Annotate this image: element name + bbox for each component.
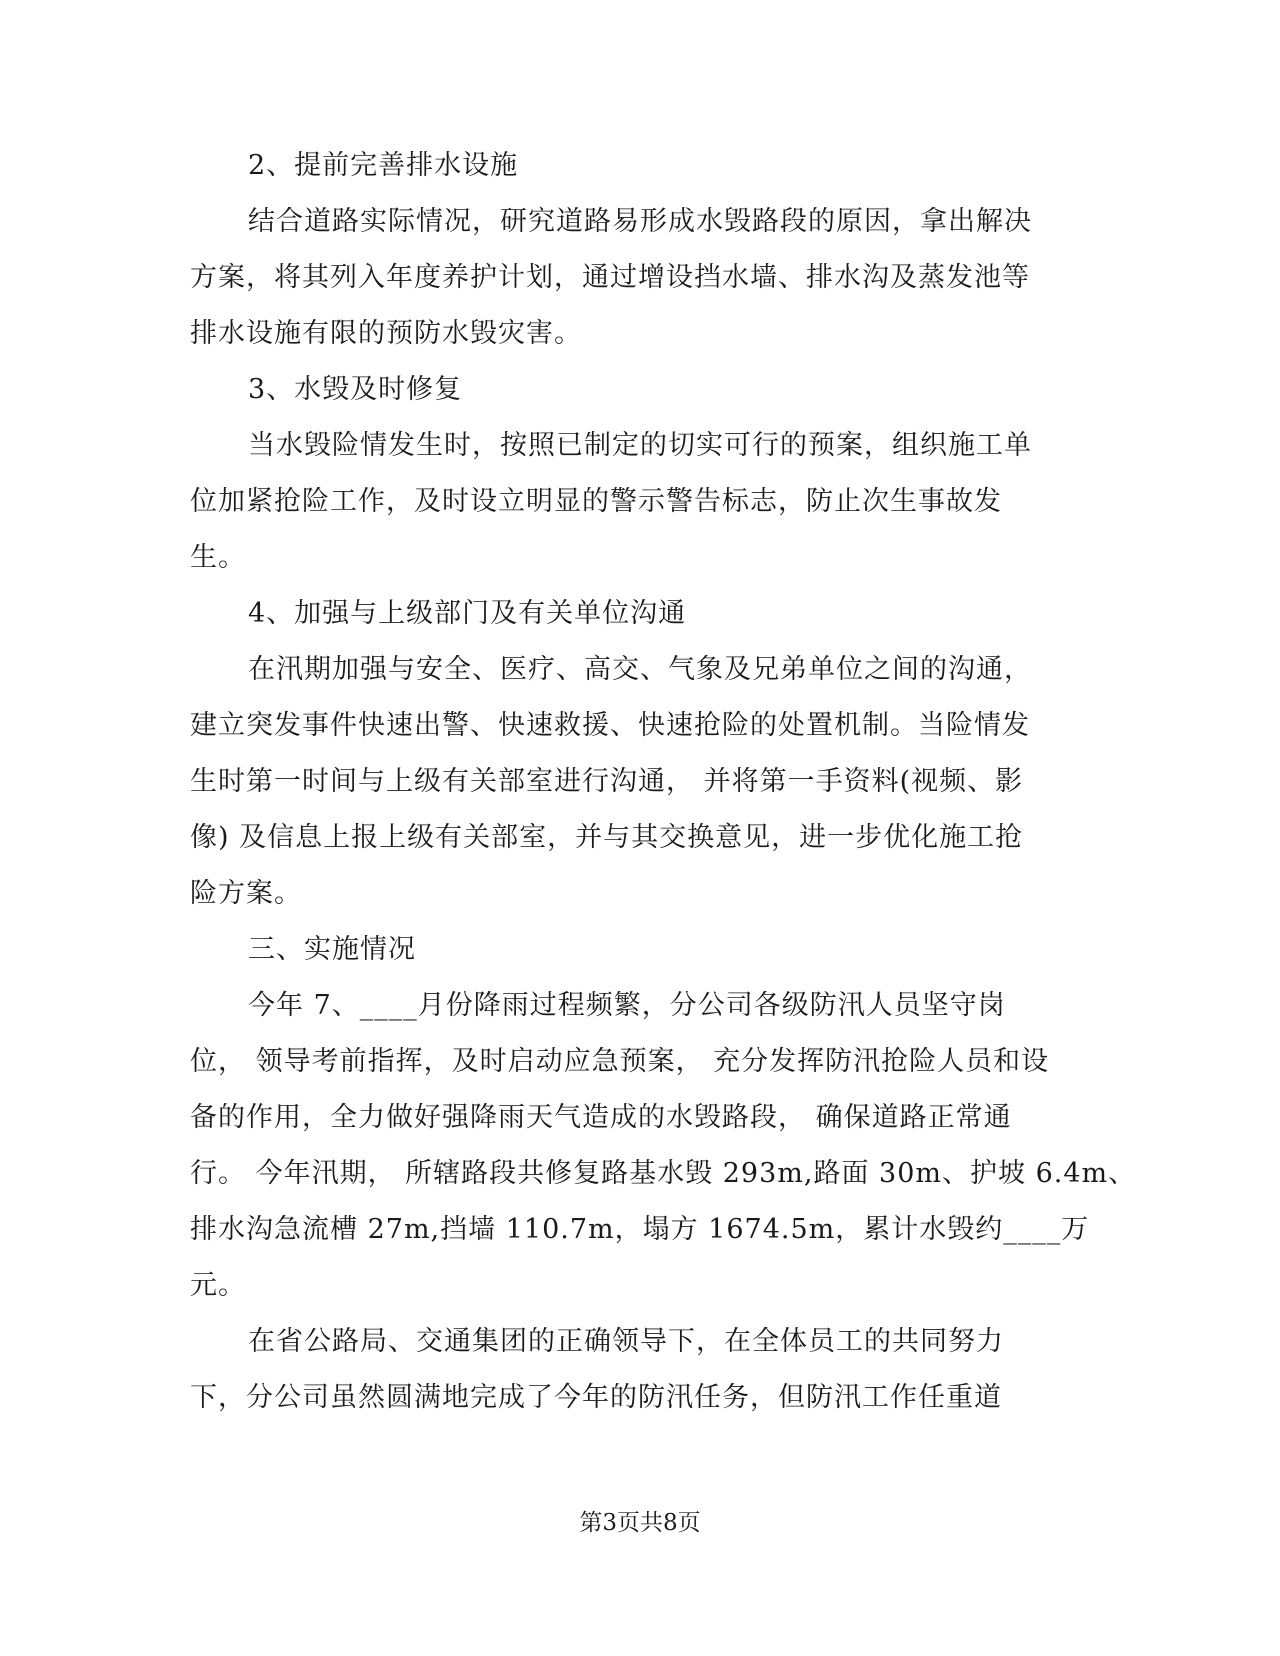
paragraph-line: 在省公路局、交通集团的正确领导下，在全体员工的共同努力 [248, 1326, 1004, 1357]
paragraph-line: 排水沟急流槽 27m,挡墙 110.7m，塌方 1674.5m，累计水毁约____万 [190, 1214, 1090, 1245]
paragraph-line: 当水毁险情发生时，按照已制定的切实可行的预案，组织施工单 [248, 430, 1032, 461]
page-number-footer: 第3页共8页 [579, 1510, 701, 1536]
paragraph-line: 下，分公司虽然圆满地完成了今年的防汛任务，但防汛工作任重道 [190, 1382, 1002, 1413]
paragraph-line: 生。 [190, 542, 246, 573]
section-heading: 2、提前完善排水设施 [248, 150, 519, 181]
paragraph-line: 险方案。 [190, 878, 302, 909]
document-body [190, 138, 1137, 1426]
paragraph-line: 行。 今年汛期， 所辖路段共修复路基水毁 293m,路面 30m、护坡 6.4m、 [190, 1158, 1137, 1189]
section-heading: 三、实施情况 [248, 934, 416, 965]
section-heading: 3、水毁及时修复 [248, 374, 463, 405]
paragraph-line: 像) 及信息上报上级有关部室，并与其交换意见，进一步优化施工抢 [190, 822, 1024, 853]
paragraph-line: 位加紧抢险工作，及时设立明显的警示警告标志，防止次生事故发 [190, 486, 1002, 517]
paragraph-line: 元。 [190, 1270, 246, 1301]
paragraph-line: 生时第一时间与上级有关部室进行沟通， 并将第一手资料(视频、影 [190, 766, 1024, 797]
paragraph-line: 方案，将其列入年度养护计划，通过增设挡水墙、排水沟及蒸发池等 [190, 262, 1030, 293]
paragraph-line: 备的作用，全力做好强降雨天气造成的水毁路段， 确保道路正常通 [190, 1102, 1012, 1133]
paragraph-line: 今年 7、____月份降雨过程频繁，分公司各级防汛人员坚守岗 [248, 990, 1006, 1021]
paragraph-line: 位， 领导考前指挥，及时启动应急预案， 充分发挥防汛抢险人员和设 [190, 1046, 1050, 1077]
paragraph-line: 排水设施有限的预防水毁灾害。 [190, 318, 582, 349]
paragraph-line: 建立突发事件快速出警、快速救援、快速抢险的处置机制。当险情发 [190, 710, 1030, 741]
paragraph-line: 结合道路实际情况，研究道路易形成水毁路段的原因，拿出解决 [248, 206, 1032, 237]
section-heading: 4、加强与上级部门及有关单位沟通 [248, 598, 687, 629]
paragraph-line: 在汛期加强与安全、医疗、高交、气象及兄弟单位之间的沟通， [248, 654, 1032, 685]
